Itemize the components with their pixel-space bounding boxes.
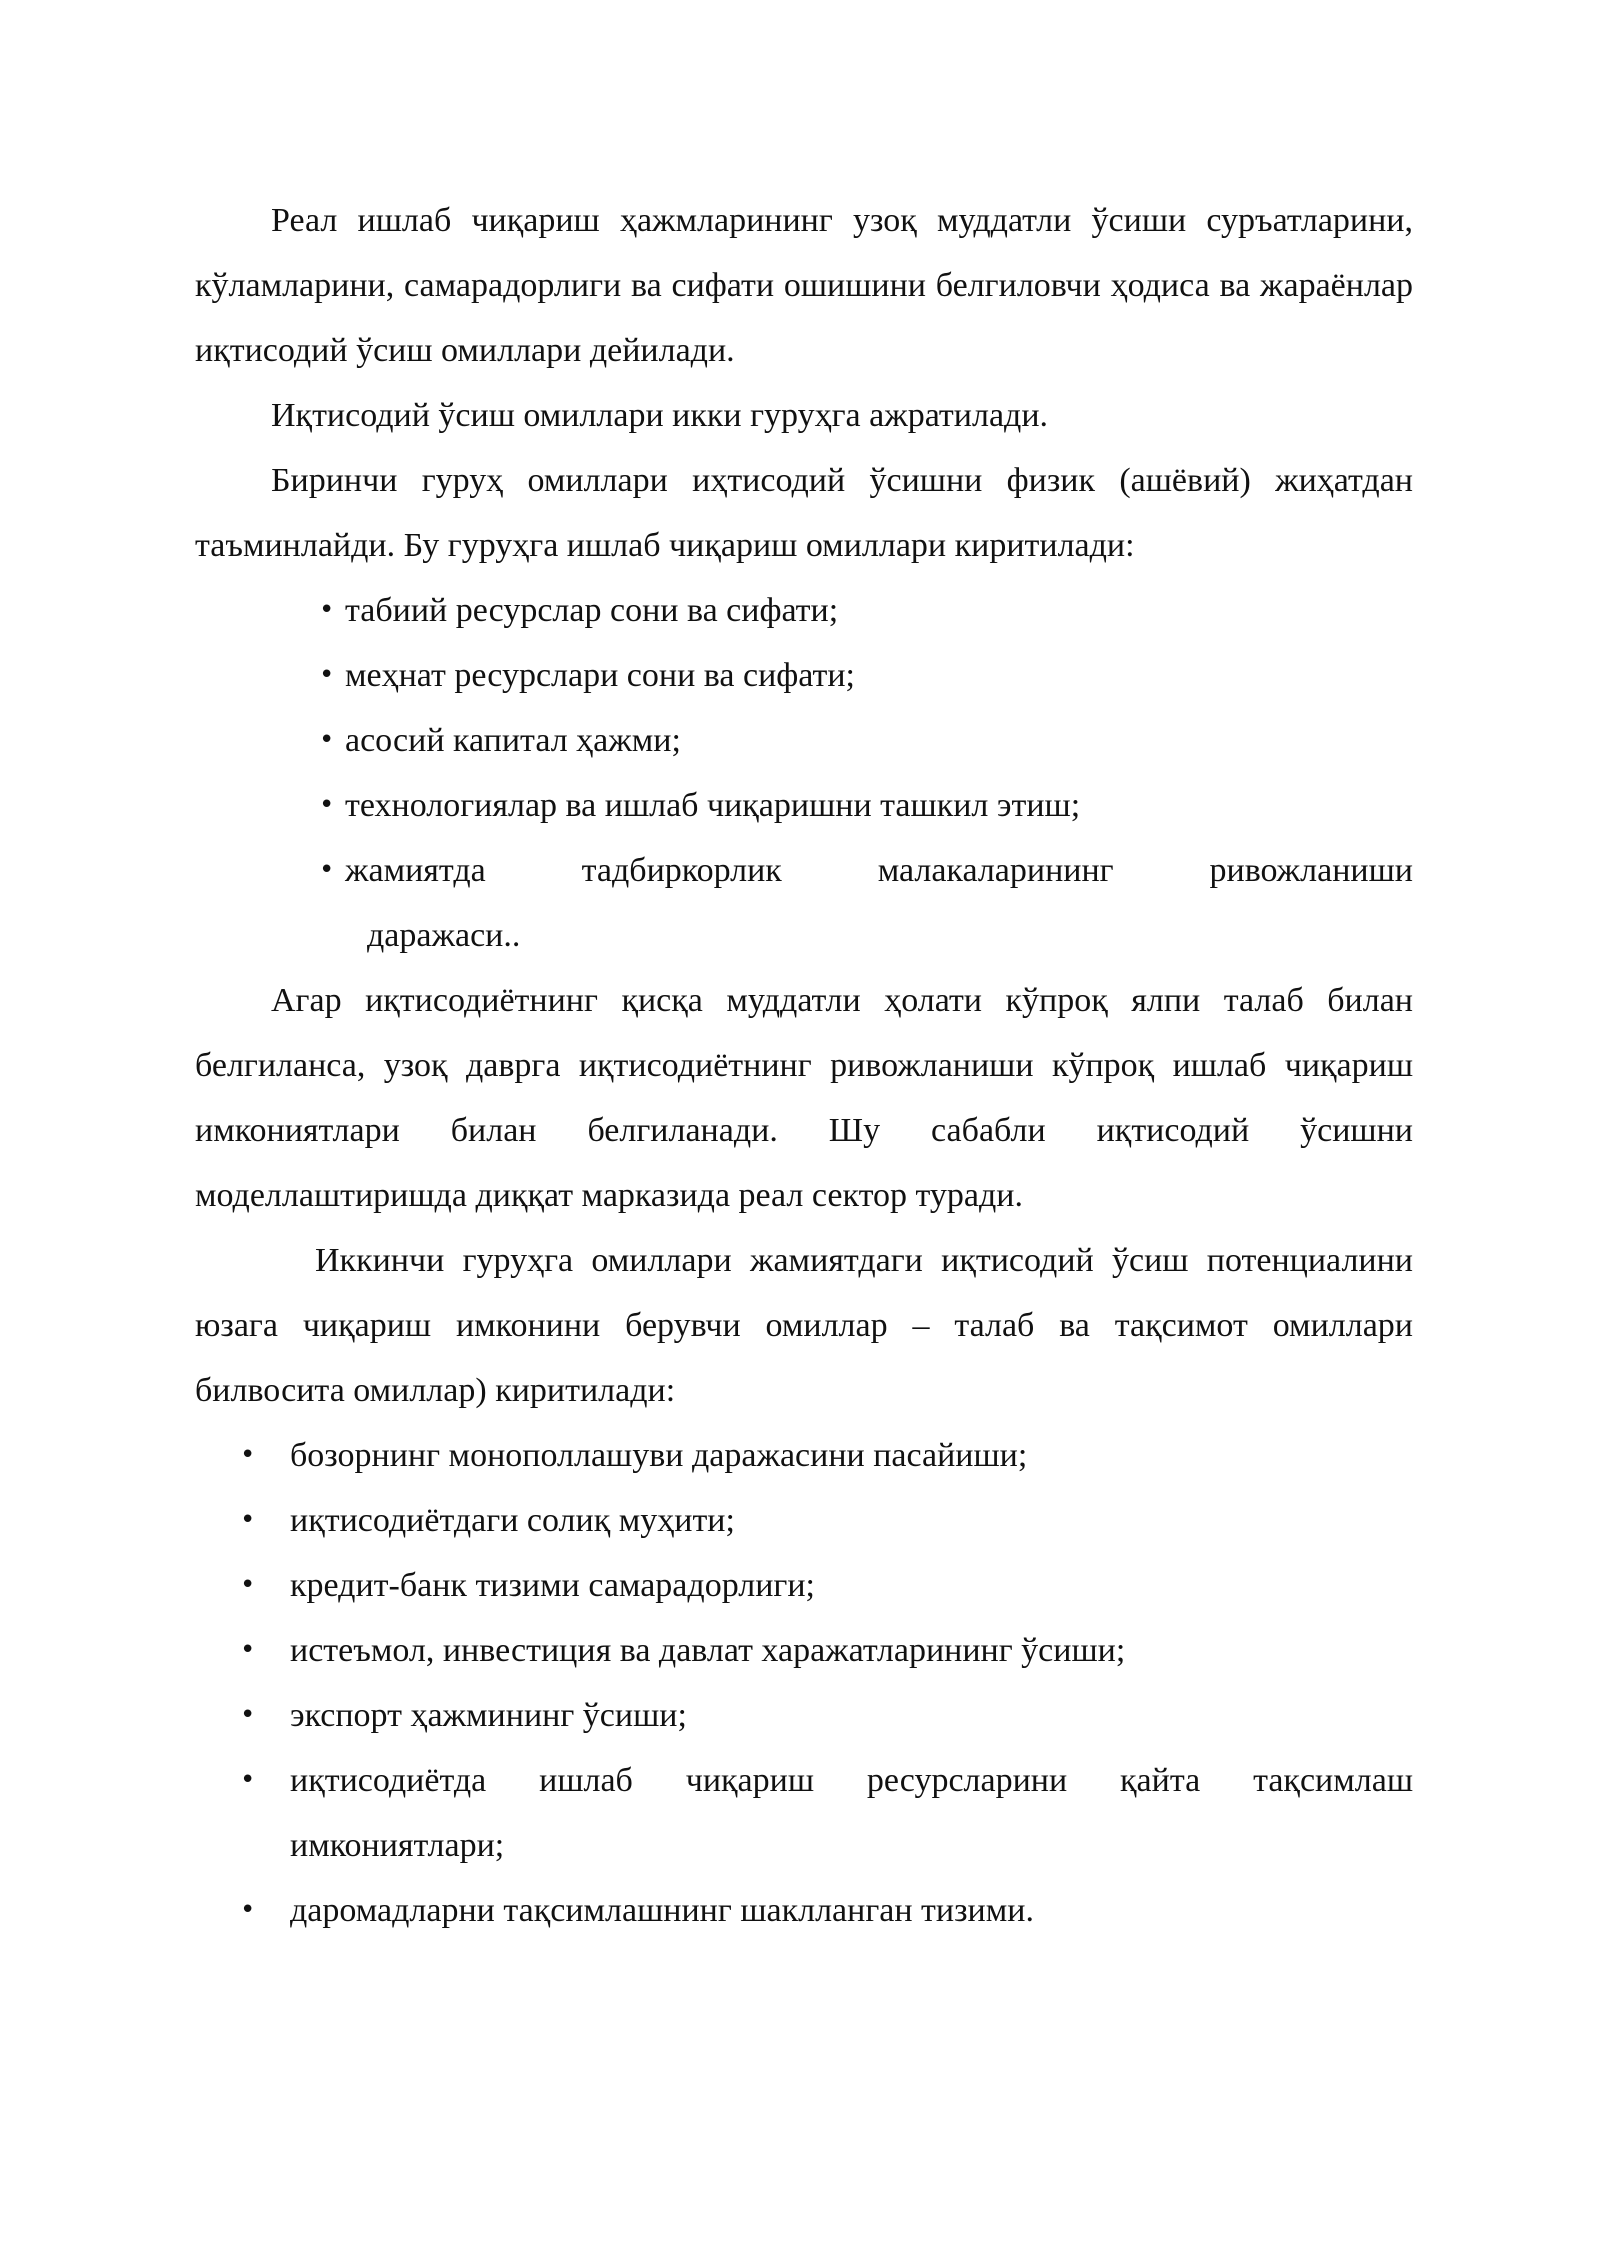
list-item: • меҳнат ресурслари сони ва сифати; xyxy=(345,643,1413,708)
list-item: • даромадларни тақсимлашнинг шаклланган тизими. xyxy=(290,1878,1413,1943)
list-item: • асосий капитал ҳажми; xyxy=(345,708,1413,773)
bullet-icon: • xyxy=(240,1635,256,1665)
bullet-icon: • xyxy=(240,1765,256,1795)
paragraph-economic-growth-definition: Реал ишлаб чиқариш ҳажмларининг узоқ муддатли ўсиши суръатларини, кўламларини, самарадорлиги ва сифати ошишини белгиловчи ҳодиса ва жараёнлар иқтисодий ўсиш омиллари дейилади. xyxy=(195,202,1413,369)
document-body xyxy=(195,188,1413,1943)
bullet-icon: • xyxy=(240,1700,256,1730)
bullet-icon: • xyxy=(319,595,335,625)
paragraph-first-group: Биринчи гуруҳ омиллари иҳтисодий ўсишни физик (ашёвий) жиҳатдан таъминлайди. Бу гуруҳга ишлаб чиқариш омиллари киритилади: xyxy=(195,462,1413,564)
paragraph-short-vs-long-term: Агар иқтисодиётнинг қисқа муддатли ҳолати кўпроқ ялпи талаб билан белгиланса, узоқ даврга иқтисодиётнинг ривожланиши кўпроқ ишлаб чиқариш имкониятлари билан белгиланади. Шу сабабли иқтисодий ўсишни моделлаштиришда диққат марказида реал сектор туради. xyxy=(195,982,1413,1214)
list-item: • иқтисодиётда ишлаб чиқариш ресурсларини қайта тақсимлаш имкониятлари; xyxy=(290,1748,1413,1878)
first-group-factors-list xyxy=(195,578,1413,968)
list-item: • экспорт ҳажмининг ўсиши; xyxy=(290,1683,1413,1748)
paragraph-factor-groups: Иқтисодий ўсиш омиллари икки гуруҳга ажратилади. xyxy=(271,397,1049,434)
bullet-icon: • xyxy=(240,1570,256,1600)
bullet-icon: • xyxy=(319,855,335,885)
list-item: • кредит-банк тизими самарадорлиги; xyxy=(290,1553,1413,1618)
bullet-icon: • xyxy=(319,790,335,820)
list-item: • технологиялар ва ишлаб чиқаришни ташкил этиш; xyxy=(345,773,1413,838)
list-item: • истеъмол, инвестиция ва давлат харажатларининг ўсиши; xyxy=(290,1618,1413,1683)
list-item: • жамиятда тадбиркорлик малакаларининг ривожланиши даражаси.. xyxy=(345,838,1413,968)
bullet-icon: • xyxy=(240,1895,256,1925)
bullet-icon: • xyxy=(319,660,335,690)
bullet-icon: • xyxy=(240,1440,256,1470)
list-item: • бозорнинг монополлашуви даражасини пасайиши; xyxy=(290,1423,1413,1488)
paragraph-second-group: Иккинчи гуруҳга омиллари жамиятдаги иқтисодий ўсиш потенциалини юзага чиқариш имконини берувчи омиллар – талаб ва тақсимот омиллари билвосита омиллар) киритилади: xyxy=(195,1242,1413,1409)
list-item: • иқтисодиётдаги солиқ муҳити; xyxy=(290,1488,1413,1553)
bullet-icon: • xyxy=(240,1505,256,1535)
list-item: • табиий ресурслар сони ва сифати; xyxy=(345,578,1413,643)
bullet-icon: • xyxy=(319,725,335,755)
second-group-factors-list xyxy=(195,1423,1413,1943)
